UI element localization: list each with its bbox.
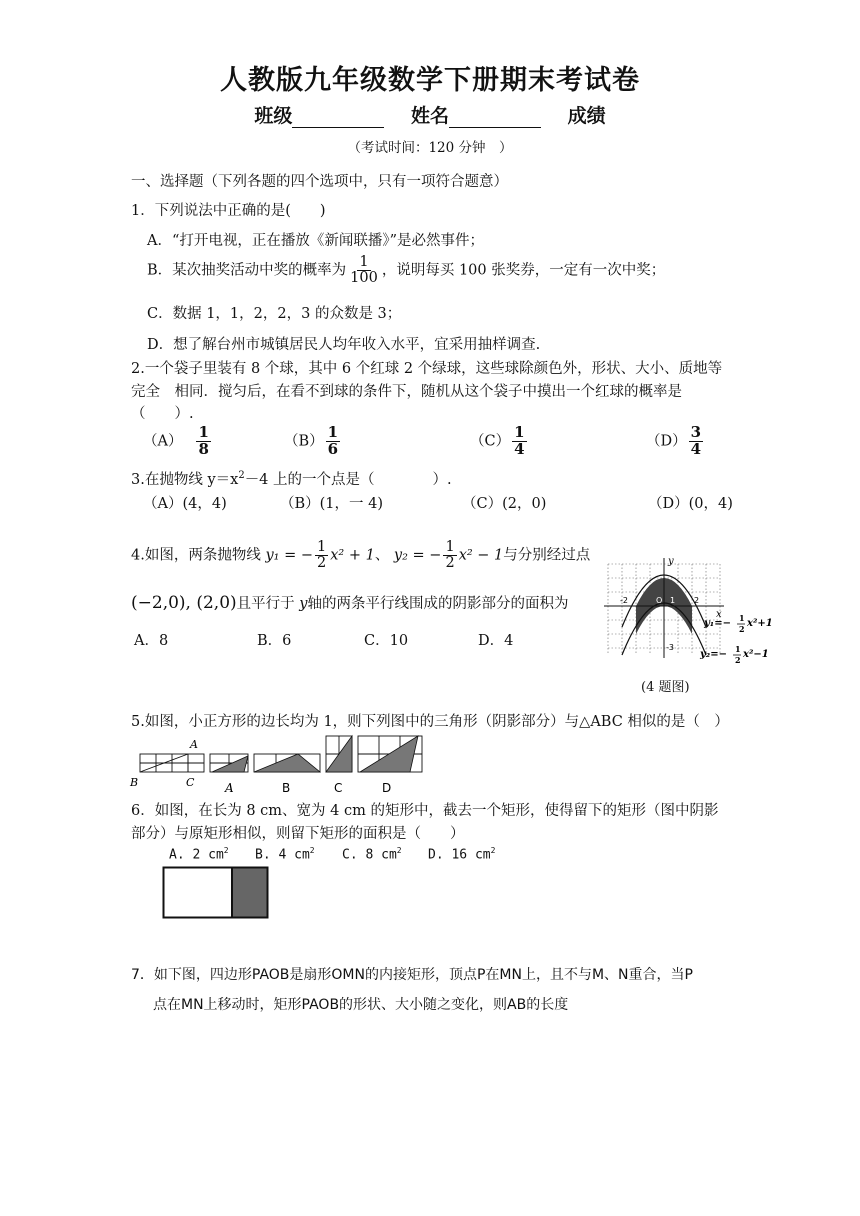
svg-text:1: 1 [735, 644, 741, 654]
q4-y-label: y [668, 556, 674, 567]
q5-label-a: A [225, 781, 234, 795]
q6-option-a: A. 2 $cm^2$ [169, 846, 229, 863]
score-label: 成绩 [567, 105, 606, 127]
q1-option-c: C．数据 1，1，2，2，3 的众数是 3； [147, 306, 402, 322]
q5-label-b: B [282, 781, 291, 795]
q3-stem: 3.在抛物线 $y=x^2-4$ 上的一个点是（ ）. [131, 470, 452, 488]
section-heading: 一、选择题（下列各题的四个选项中，只有一项符合题意） [131, 174, 508, 190]
q4-line1: 4.如图，两条抛物线 y₁ = − $\frac{1}{2}$ x² + 1、 y₂ = − $\frac{1}{2}$ x² − 1与分别经过点 [131, 539, 591, 572]
q1-fraction: $\frac{1}{100}$ [350, 254, 378, 287]
q1-stem: 1．下列说法中正确的是( ) [131, 203, 326, 219]
svg-text:x²+1: x²+1 [747, 618, 773, 629]
page-title: 人教版九年级数学下册期末考试卷 [220, 65, 640, 96]
q7-line2: 点在MN上移动时，矩形PAOB的形状、大小随之变化，则AB的长度 [153, 997, 569, 1013]
q2-option-c: （C） $\frac{1}{4}$ [470, 423, 525, 458]
svg-text:2: 2 [739, 624, 745, 634]
q4-one-label: 1 [670, 596, 676, 605]
q4-neg3-label: -3 [666, 643, 674, 652]
q6-shaded-rectangle [232, 868, 268, 918]
q1-option-a: A．“打开电视，正在播放《新闻联播》”是必然事件； [147, 233, 485, 249]
name-label: 姓名 [411, 105, 541, 127]
q6-rectangle-figure [162, 866, 272, 920]
q6-line2: 部分）与原矩形相似，则留下矩形的面积是（ ） [131, 826, 465, 842]
q4-parabola-figure [600, 554, 780, 664]
q4-option-c: C．10 [364, 633, 409, 649]
svg-text:C: C [186, 776, 195, 789]
q5-figure [128, 734, 428, 796]
q3-option-a: （A）(4，4) [143, 496, 227, 512]
q2-line1: 2.一个袋子里装有 8 个球，其中 6 个红球 2 个绿球，这些球除颜色外，形状、大小、质地等 [131, 361, 723, 377]
svg-text:1: 1 [739, 613, 745, 623]
q5-label-d: D [382, 781, 392, 795]
q6-option-c: C. 8 $cm^2$ [342, 846, 402, 863]
class-label: 班级 [254, 105, 384, 127]
svg-text:x²−1: x²−1 [743, 649, 769, 660]
q6-option-d: D. 16 $cm^2$ [428, 846, 496, 863]
q4-pos2-label: 2 [694, 596, 700, 605]
q4-y2-label: y₂=− [700, 649, 727, 660]
q2-option-d: （D） $\frac{3}{4}$ [646, 423, 702, 458]
svg-text:2: 2 [735, 655, 741, 664]
q5-option-b-figure [254, 754, 320, 772]
q4-figure-caption: (4 题图) [641, 680, 690, 695]
q2-option-b: （B） $\frac{1}{6}$ [284, 423, 339, 458]
q4-option-b: B．6 [257, 633, 292, 649]
q5-option-d-figure [358, 736, 422, 772]
q6-line1: 6．如图，在长为 8 cm、宽为 4 cm 的矩形中，截去一个矩形，使得留下的矩形（图中阴影 [131, 803, 719, 819]
q2-option-a: （A） $\frac{1}{8}$ [143, 423, 209, 458]
q5-stem: 5.如图，小正方形的边长均为 1，则下列图中的三角形（阴影部分）与△ABC 相似的是（ ） [131, 714, 729, 730]
q2-line2: 完全 相同．搅匀后，在看不到球的条件下，随机从这个袋子中摸出一个红球的概率是 [131, 384, 682, 400]
q3-option-c: （C）(2，0) [462, 496, 547, 512]
q1-option-d: D．想了解台州市城镇居民人均年收入水平，宜采用抽样调查. [147, 337, 541, 353]
svg-text:A: A [190, 738, 198, 751]
name-blank[interactable] [449, 109, 541, 128]
q4-line2: (−2,0), (2,0)且平行于 y轴的两条平行线围成的阴影部分的面积为 [131, 593, 569, 613]
q1-option-b: B．某次抽奖活动中奖的概率为 $\frac{1}{100}$ ，说明每买 100 张奖券，一定有一次中奖； [147, 254, 666, 287]
exam-time-note: （考试时间：120 分钟 ） [347, 140, 513, 156]
q4-option-a: A．8 [134, 633, 169, 649]
q5-option-c-figure [326, 736, 352, 772]
q3-option-d: （D）(0，4) [648, 496, 733, 512]
q4-x-label: x [716, 609, 722, 620]
svg-text:B: B [130, 776, 139, 789]
class-blank[interactable] [292, 109, 384, 128]
student-info-row [0, 101, 860, 128]
q5-label-c: C [334, 781, 343, 795]
q3-option-b: （B）(1，一 4) [280, 496, 384, 512]
q4-origin-label: O [656, 596, 663, 605]
q5-reference-grid [140, 754, 204, 772]
q2-line3: （ ）. [131, 406, 194, 422]
q7-line1: 7．如下图，四边形PAOB是扇形OMN的内接矩形，顶点P在MN上，且不与M、N重合，当P [131, 967, 693, 983]
q4-neg2-label: -2 [620, 596, 628, 605]
q4-option-d: D．4 [478, 633, 514, 649]
q6-option-b: B. 4 $cm^2$ [255, 846, 315, 863]
q4-y1-label: y₁=− [704, 618, 731, 629]
q5-option-a-figure [210, 754, 248, 772]
